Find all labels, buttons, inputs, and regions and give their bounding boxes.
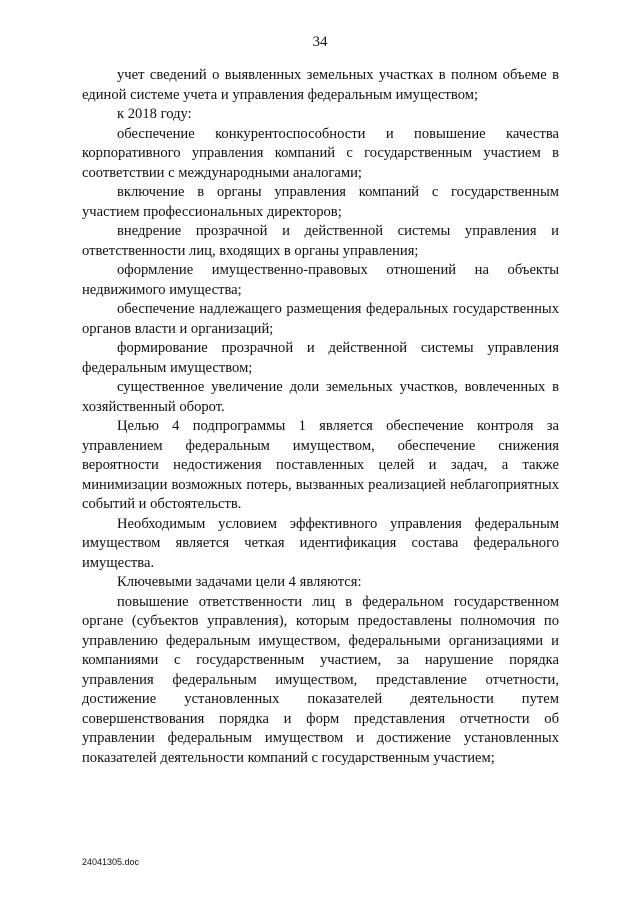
paragraph: к 2018 году:: [117, 106, 192, 122]
paragraph: Необходимым условием эффективного управления федеральным имуществом является четкая идентификация состава федерального имущества.: [82, 515, 559, 571]
paragraph: оформление имущественно-правовых отношений на объекты недвижимого имущества;: [82, 262, 559, 298]
paragraph: включение в органы управления компаний с государственным участием профессиональных директоров;: [82, 184, 559, 220]
document-file-code: 24041305.doc: [82, 857, 140, 867]
paragraph: обеспечение надлежащего размещения федеральных государственных органов власти и организаций;: [82, 301, 559, 337]
paragraph: Ключевыми задачами цели 4 являются:: [117, 574, 362, 590]
paragraph: Целью 4 подпрограммы 1 является обеспечение контроля за управлением федеральным имуществом, обеспечение снижения вероятности недостижения поставленных целей и задач, а также минимизации возможных потерь, вызванных реализацией неблагоприятных событий и обстоятельств.: [82, 418, 559, 512]
paragraph: повышение ответственности лиц в федеральном государственном органе (субъектов управления), которым предоставлены полномочия по управлению федеральным имуществом, федеральными организациями и компаниями с государственным участием, за нарушение порядка управления федеральным имуществом, представление отчетности, достижение установленных показателей деятельности путем совершенствования порядка и форм представления отчетности об управлении федеральным имуществом и достижение установленных показателей деятельности компаний с государственным участием;: [82, 593, 559, 766]
document-body: [82, 66, 559, 768]
paragraph: формирование прозрачной и действенной системы управления федеральным имуществом;: [82, 340, 559, 376]
page-number: 34: [312, 34, 328, 50]
paragraph: учет сведений о выявленных земельных участках в полном объеме в единой системе учета и управления федеральным имуществом;: [82, 67, 559, 103]
paragraph: внедрение прозрачной и действенной системы управления и ответственности лиц, входящих в органы управления;: [82, 223, 559, 259]
paragraph: обеспечение конкурентоспособности и повышение качества корпоративного управления компаний с государственным участием в соответствии с международными аналогами;: [82, 125, 559, 181]
paragraph: существенное увеличение доли земельных участков, вовлеченных в хозяйственный оборот.: [82, 379, 559, 415]
